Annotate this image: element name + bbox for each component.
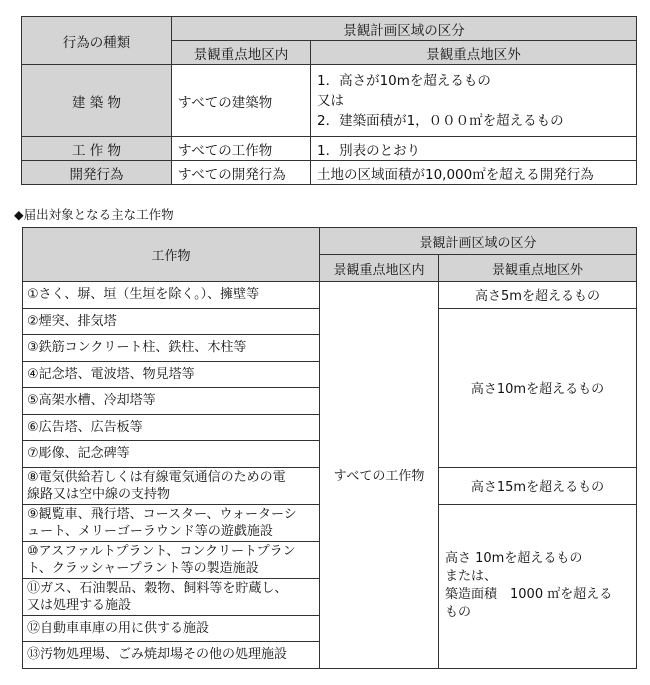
outside-group-2: 高さ10mを超えるもの — [439, 308, 637, 467]
item-11-line: ⑪ガス、石油製品、穀物、飼料等を貯蔵し、 — [27, 580, 288, 596]
outside-group-3: 高さ15mを超えるもの — [439, 467, 637, 504]
kind-building: 建 築 物 — [22, 65, 172, 137]
notification-table — [21, 16, 637, 185]
item-9-line: ュート、メリーゴーラウンド等の遊戯施設 — [27, 523, 273, 539]
item-5: ⑤高架水槽、冷却塔等 — [23, 388, 320, 415]
item-7: ⑦彫像、記念碑等 — [23, 441, 320, 468]
outside-group-4-line: または、 — [445, 569, 498, 584]
outside-group-4-line: 築造面積 1000 ㎡を超える — [445, 587, 613, 602]
inside-development: すべての開発行為 — [172, 161, 311, 185]
item-10-line: ⑩アスファルトプラント、コンクリートプラン — [27, 543, 296, 559]
item-1: ①さく、塀、垣（生垣を除く。）、擁壁等 — [23, 282, 320, 309]
item-3: ③鉄筋コンクリート柱、鉄柱、木柱等 — [23, 335, 320, 362]
outside-group-1: 高さ5mを超えるもの — [439, 282, 637, 309]
section-heading: ◆届出対象となる主な工作物 — [14, 207, 174, 222]
outside-development: 土地の区域面積が10,000㎡を超える開発行為 — [311, 161, 637, 185]
item-11-line: 又は処理する施設 — [27, 597, 132, 613]
structures-table — [22, 227, 637, 669]
outside-group-4-line: もの — [445, 605, 472, 620]
outside-structure: 1．別表のとおり — [311, 137, 637, 161]
item-6: ⑥広告塔、広告板等 — [23, 414, 320, 441]
item-13: ⑬汚物処理場、ごみ焼却場その他の処理施設 — [23, 642, 320, 669]
item-10-line: ト、クラッシャープラント等の製造施設 — [27, 560, 259, 576]
outside-building-line: 又は — [317, 92, 344, 109]
item-9 — [23, 504, 320, 541]
item-2: ②煙突、排気塔 — [23, 308, 320, 335]
item-4: ④記念塔、電波塔、物見塔等 — [23, 361, 320, 388]
inside-building: すべての建築物 — [172, 65, 311, 137]
item-9-line: ⑨観覧車、飛行塔、コースター、ウォーターシ — [27, 506, 297, 522]
item-8-line: ⑧電気供給若しくは有線電気通信のための電 — [27, 469, 286, 485]
header-area: 景観計画区域の区分 — [172, 17, 637, 41]
inside-all: すべての工作物 — [320, 282, 439, 669]
outside-group-4-line: 高さ 10mを超えるもの — [445, 551, 583, 566]
inside-structure: すべての工作物 — [172, 137, 311, 161]
kind-development: 開発行為 — [22, 161, 172, 185]
item-8-line: 線路又は空中線の支持物 — [27, 486, 171, 502]
kind-structure: 工 作 物 — [22, 137, 172, 161]
item-10 — [23, 541, 320, 578]
outside-group-4 — [439, 504, 637, 668]
header-outside: 景観重点地区外 — [439, 255, 637, 282]
header-item: 工作物 — [23, 228, 320, 282]
header-inside: 景観重点地区内 — [320, 255, 439, 282]
header-kind: 行為の種類 — [22, 17, 172, 65]
item-8 — [23, 467, 320, 504]
header-outside: 景観重点地区外 — [311, 41, 637, 65]
header-inside: 景観重点地区内 — [172, 41, 311, 65]
outside-building-line: 2．建築面積が1，０００㎡を超えるもの — [317, 112, 564, 129]
header-area: 景観計画区域の区分 — [320, 228, 637, 255]
outside-building-line: 1．高さが10mを超えるもの — [317, 72, 491, 89]
item-12: ⑫自動車車庫の用に供する施設 — [23, 615, 320, 642]
item-11 — [23, 578, 320, 615]
outside-building — [311, 65, 637, 137]
